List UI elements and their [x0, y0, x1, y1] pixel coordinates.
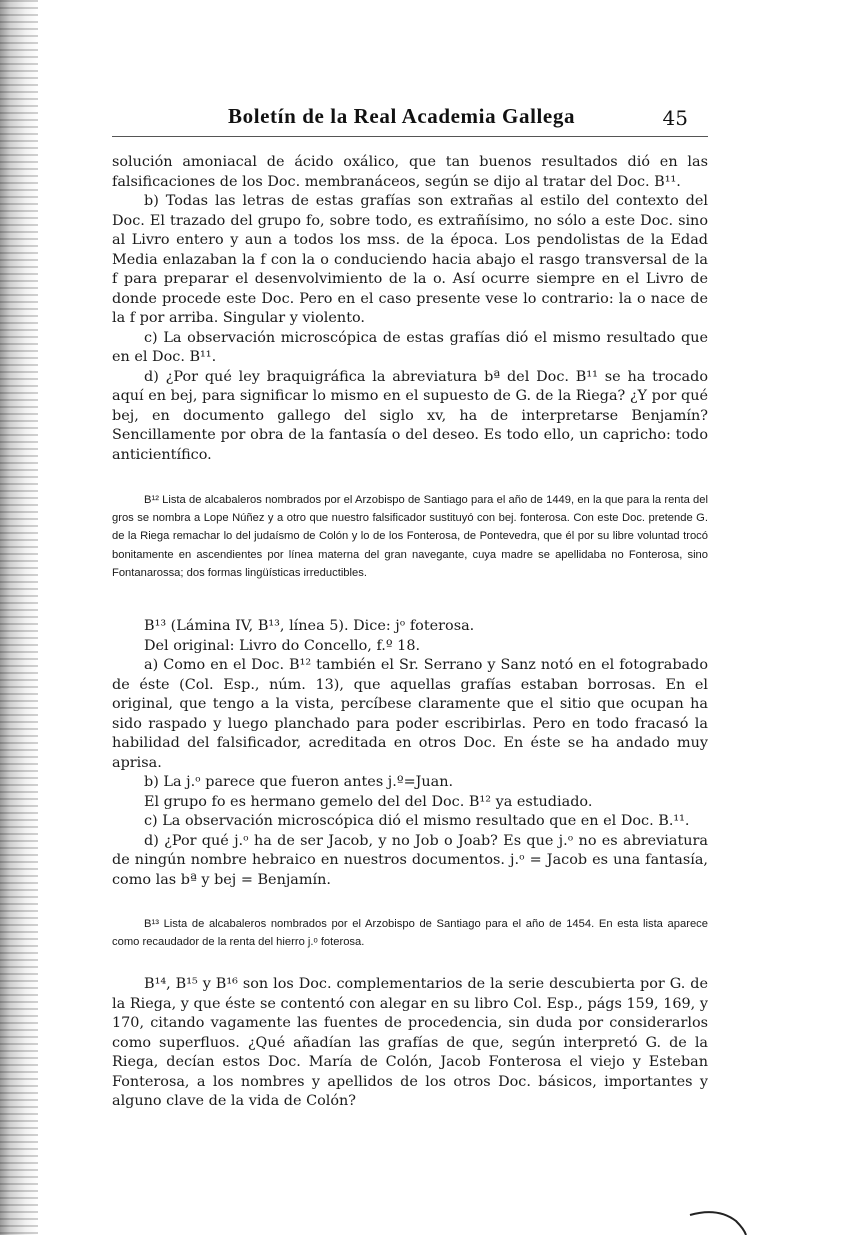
paragraph: Del original: Livro do Concello, f.º 18. [144, 637, 421, 654]
footnote-text: B¹³ Lista de alcabaleros nombrados por el Arzobispo de Santiago para el año de 1454. En esta lista aparece como recaudador de la renta del hierro j.ᵒ foterosa. [112, 918, 708, 949]
paragraph: c) La observación microscópica dió el mismo resultado que en el Doc. B.¹¹. [144, 813, 690, 829]
paragraph: c) La observación microscópica de estas grafías dió el mismo resultado que en el Doc. B¹¹. [112, 329, 708, 365]
paragraph: b) La j.ᵒ parece que fueron antes j.º=Juan. [144, 774, 454, 790]
paragraph: d) ¿Por qué ley braquigráfica la abreviatura bª del Doc. B¹¹ se ha trocado aquí en bej, para significar lo mismo en el supuesto de G. de la Riega? ¿Y por qué bej, en documento gallego del siglo xv, ha de interpretarse Benjamín? Sencillamente por obra de la fantasía o del deseo. Es todo ello, un capricho: todo anticientífico. [112, 368, 708, 463]
paragraph: B¹³ (Lámina IV, B¹³, línea 5). Dice: jᵒ foterosa. [144, 618, 475, 634]
journal-title: Boletín de la Real Academia Gallega [228, 104, 576, 128]
paragraph: a) Como en el Doc. B¹² también el Sr. Serrano y Sanz notó en el fotograbado de éste (Col. Esp., núm. 13), que aquellas grafías estaban borrosas. En el original, que tengo a la vista, percíbese claramente que el sitio que ocupan ha sido raspado y luego planchado para poder escribirlas. Pero en todo fracasó la habilidad del falsificador, acreditada en otros Doc. En éste se ha andado muy aprisa. [112, 657, 708, 771]
page-corner-curl [688, 1205, 748, 1235]
main-text-section-2 [112, 617, 708, 890]
footnote-text: B¹² Lista de alcabaleros nombrados por el Arzobispo de Santiago para el año de 1449, en la que para la renta del gros se nombra a Lope Núñez y a otro que nuestro falsificador sustituyó con bej. fonterosa. Con este Doc. pretende G. de la Riega remachar lo del judaísmo de Colón y lo de los Fonterosa, de Pontevedra, que él por su libre voluntad trocó bonitamente en ascendientes por línea materna del gran navegante, cuya madre se apellidaba no Fonterosa, sino Fontanarossa; dos formas lingüísticas irreductibles. [112, 494, 708, 579]
main-text-section-3 [112, 975, 708, 1112]
main-text-section-1 [112, 153, 708, 465]
footnote-b12 [112, 491, 708, 582]
footnote-b13 [112, 915, 708, 951]
paragraph: b) Todas las letras de estas grafías son extrañas al estilo del contexto del Doc. El trazado del grupo fo, sobre todo, es extrañísimo, no sólo a este Doc. sino al Livro entero y aun a todos los mss. de la época. Los pendolistas de la Edad Media enlazaban la f con la o conduciendo hacia abajo el rasgo transversal de la f para preparar el desenvolvimiento de la o. Así ocurre siempre en el Livro de donde procede este Doc. Pero en el caso presente vese lo contrario: la o nace de la f por arriba. Singular y violento. [112, 193, 708, 326]
paragraph: d) ¿Por qué j.ᵒ ha de ser Jacob, y no Job o Joab? Es que j.ᵒ no es abreviatura de ningún nombre hebraico en nuestros documentos. j.ᵒ = Jacob es una fantasía, como las bª y bej = Benjamín. [112, 832, 708, 888]
paragraph: B¹⁴, B¹⁵ y B¹⁶ son los Doc. complementarios de la serie descubierta por G. de la Riega, y que éste se contentó con alegar en su libro Col. Esp., págs 159, 169, y 170, citando vagamente las fuentes de procedencia, sin duda por considerarlos como superfluos. ¿Qué añadían las grafías de que, según interpretó G. de la Riega, decían estos Doc. María de Colón, Jacob Fonterosa el viejo y Esteban Fonterosa, a los nombres y apellidos de los otros Doc. básicos, importantes y alguno clave de la vida de Colón? [112, 976, 708, 1109]
running-header [228, 104, 688, 136]
paragraph: El grupo fo es hermano gemelo del del Doc. B¹² ya estudiado. [144, 793, 593, 810]
page-number: 45 [662, 106, 688, 130]
paragraph: solución amoniacal de ácido oxálico, que tan buenos resultados dió en las falsificaciones de los Doc. membranáceos, según se dijo al tratar del Doc. B¹¹. [112, 154, 708, 190]
header-rule [112, 136, 708, 137]
book-binding-edge [0, 0, 38, 1235]
